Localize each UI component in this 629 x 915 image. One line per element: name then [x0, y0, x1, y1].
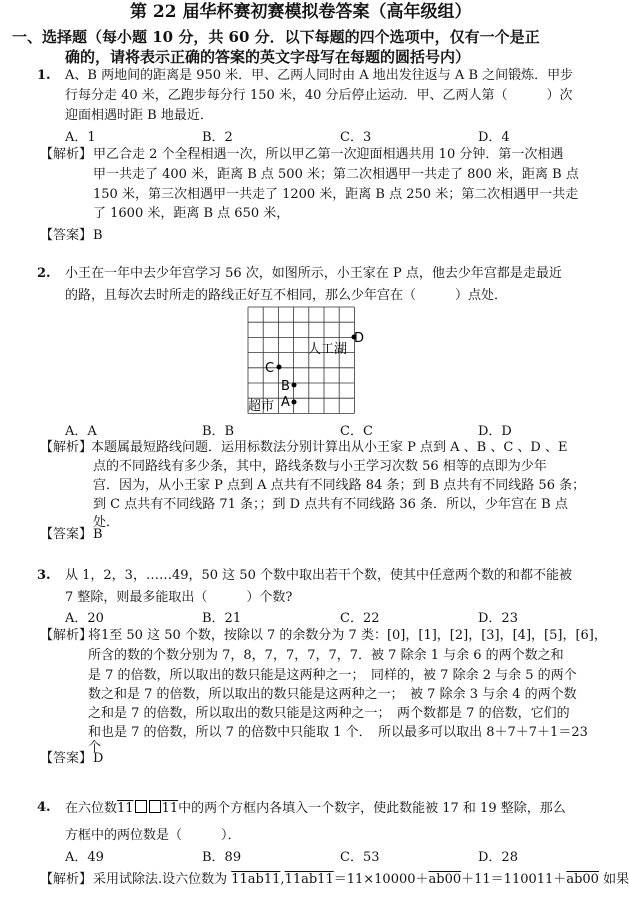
section-heading-cont: 确的，请将表示正确的答案的英文字母写在每题的圆括号内） — [65, 48, 471, 66]
analysis-text: 处． — [93, 515, 120, 530]
math: 11ab11 — [284, 872, 334, 887]
option-d: D．28 — [478, 850, 518, 865]
text: 在六位数 — [65, 801, 118, 816]
label-lake: 人工湖 — [308, 342, 348, 357]
point-c — [277, 365, 282, 370]
section-heading: 一、选择题（每小题 10 分，共 60 分．以下每题的四个选项中，仅有一个是正 — [12, 28, 540, 46]
question-text: 行每分走 40 米，乙跑步每分行 150 米，40 分后停止运动．甲、乙两人第（ ）次 — [65, 88, 573, 103]
label-b: B — [281, 379, 290, 394]
option-b: B．2 — [202, 130, 233, 145]
question-text: 小王在一年中去少年宫学习 56 次，如图所示，小王家在 P 点，他去少年宫都是走最近 — [65, 266, 562, 281]
six-digit-number — [117, 801, 178, 816]
math: ＋11＝110011＋ — [461, 872, 567, 887]
point-a — [292, 400, 297, 405]
question-number: 2. — [37, 266, 51, 281]
question-number: 1. — [37, 68, 51, 83]
analysis-text: 甲乙合走 2 个全程相遇一次，所以甲乙第一次迎面相遇共用 10 分钟．第一次相遇 — [93, 147, 564, 162]
analysis-text: 之和是 7 的倍数，所以取出的数只能是这两种之一； 两个数都是 7 的倍数，它们的 — [88, 706, 570, 721]
answer-label: 【答案】 — [40, 751, 93, 766]
option-d: D．23 — [478, 611, 518, 626]
option-a: A．A — [65, 424, 97, 439]
question-text: 方框中的两位数是（ ）． — [65, 828, 241, 843]
math: ab00 — [428, 872, 462, 887]
option-c: C．53 — [340, 850, 380, 865]
analysis-label: 【解析】 — [40, 872, 93, 887]
answer-label: 【答案】 — [40, 228, 93, 243]
question-number: 3. — [37, 568, 51, 583]
page-title: 第 22 届华杯赛初赛模拟卷答案（高年级组） — [130, 2, 472, 22]
analysis-label: 【解析】 — [40, 147, 93, 162]
question-text: 从 1，2，3，……49，50 这 50 个数中取出若干个数，使其中任意两个数的和都不能被 — [65, 568, 572, 583]
option-c: C．3 — [340, 130, 372, 145]
analysis-text: 点的不同路线有多少条，其中，路线条数与小王学习次数 56 相等的点即为少年 — [93, 459, 547, 474]
option-d: D．D — [478, 424, 512, 439]
digits: 11 — [117, 801, 134, 816]
question-number: 4. — [37, 800, 51, 815]
analysis-label: 【解析】 — [40, 628, 93, 643]
answer-label: 【答案】 — [40, 527, 93, 542]
option-a: A．49 — [65, 850, 104, 865]
question-text: 的路，且每次去时所走的路线正好互不相同，那么少年宫在（ ）点处． — [65, 288, 508, 303]
grid-figure — [246, 305, 366, 417]
analysis-text: 150 米，第三次相遇甲一共走了 1200 米，距离 B 点 250 米；第二次相遇甲一共走 — [93, 187, 579, 202]
text: , — [280, 872, 285, 887]
label-a: A — [281, 395, 290, 410]
question-text: 迎面相遇时距 B 地最近． — [65, 108, 213, 123]
answer-value: B — [93, 228, 103, 243]
point-b — [292, 383, 297, 388]
label-d: D — [354, 331, 365, 346]
text: 采用试除法.设六位数为 — [93, 872, 232, 887]
question-text — [65, 800, 566, 817]
digits: 11 — [161, 801, 179, 816]
answer-value: B — [93, 527, 103, 542]
analysis-text: 是 7 的倍数，所以取出的数只能是这两种之一； 同样的，被 7 除余 2 与余 5 的两个 — [88, 668, 577, 683]
analysis-text: 到 C 点共有不同线路 71 条；；到 D 点共有不同线路 36 条．所以，少年宫在 B 点 — [93, 497, 568, 512]
question-text: 7 整除，则最多能取出（ ）个数? — [65, 590, 293, 605]
math: 11ab11 — [231, 872, 281, 887]
option-b: B．21 — [202, 611, 242, 626]
label-c: C — [265, 361, 275, 376]
analysis-text: 本题属最短路线问题．运用标数法分别计算出从小王家 P 点到 A 、B 、C 、D 、E — [91, 440, 568, 455]
analysis-text: 个 — [88, 740, 102, 755]
blank-box — [149, 800, 161, 813]
answer-value: D — [93, 751, 104, 766]
analysis-label: 【解析】 — [40, 440, 93, 455]
text: 如果 — [598, 872, 629, 887]
option-a: A．1 — [65, 130, 96, 145]
blank-box — [135, 800, 147, 813]
math: ab00 — [566, 872, 599, 887]
analysis-text: 和也是 7 的倍数，所以 7 的倍数中只能取 1 个． 所以最多可以取出 8＋7＋7＋1＝23 — [88, 725, 588, 740]
option-d: D．4 — [478, 130, 510, 145]
label-market: 超市 — [248, 399, 275, 414]
analysis-text — [93, 872, 629, 888]
analysis-text: 了 1600 米，距离 B 点 650 米， — [93, 206, 290, 221]
analysis-text: 将1至 50 这 50 个数，按除以 7 的余数分为 7 类：[0]，[1]，[2]，[3]，[4]，[5]，[6]， — [88, 628, 607, 643]
option-c: C．22 — [340, 611, 380, 626]
analysis-text: 所含的数的个数分别为 7，8，7，7，7，7，7．被 7 除余 1 与余 6 的两个数之和 — [88, 648, 564, 663]
text: 中的两个方框内各填入一个数字，使此数能被 17 和 19 整除，那么 — [178, 801, 566, 816]
analysis-text: 宫．因为，从小王家 P 点到 A 点共有不同线路 84 条；到 B 点共有不同线路 56 条； — [93, 478, 586, 493]
option-a: A．20 — [65, 611, 104, 626]
option-c: C．C — [340, 424, 373, 439]
question-text: A、B 两地间的距离是 950 米．甲、乙两人同时由 A 地出发往返与 A B 之间锻炼．甲步 — [65, 68, 574, 83]
option-b: B．B — [202, 424, 235, 439]
option-b: B．89 — [202, 850, 242, 865]
math: ＝11×10000＋ — [333, 872, 429, 887]
analysis-text: 甲一共走了 400 米，距离 B 点 500 米；第二次相遇甲一共走了 800 米，距离 B 点 — [93, 167, 579, 182]
analysis-text: 数之和是 7 的倍数，所以取出的数只能是这两种之一； 被 7 除余 3 与余 4 的两个数 — [88, 687, 577, 702]
